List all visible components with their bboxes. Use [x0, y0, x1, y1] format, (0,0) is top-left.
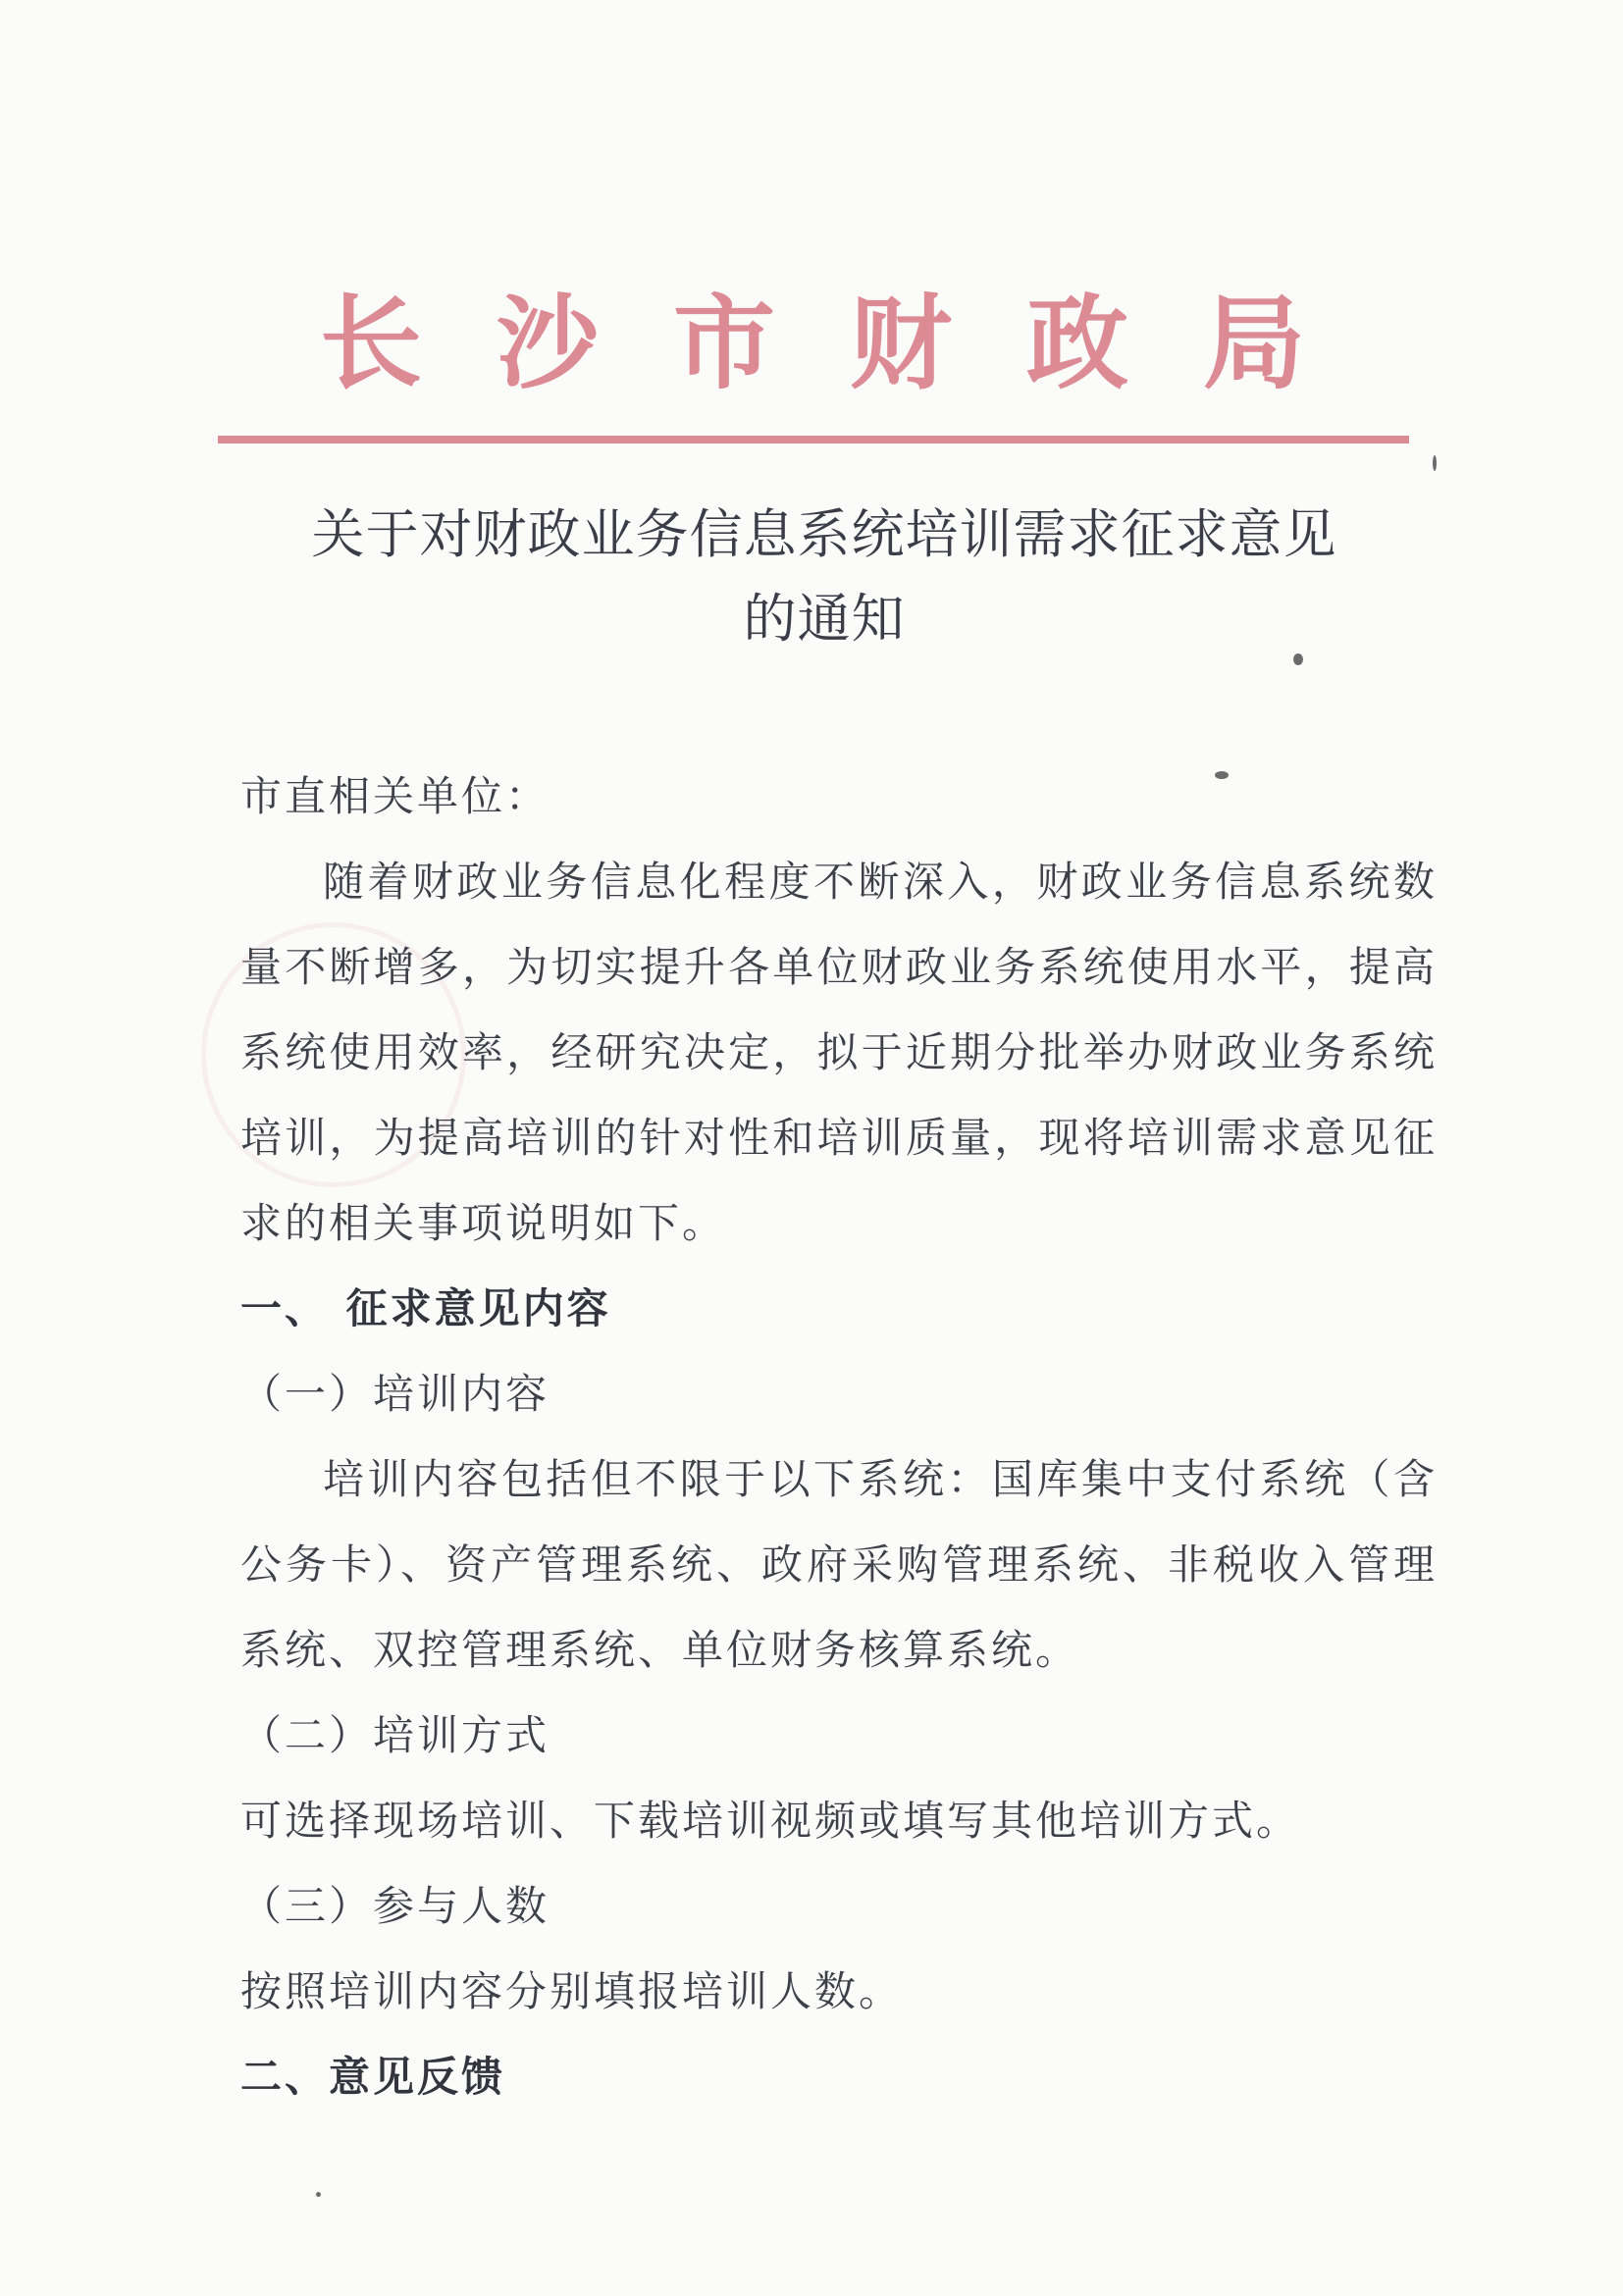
scan-speck	[1433, 455, 1437, 471]
subsection-heading-3: （三）参与人数	[240, 1882, 550, 1930]
scan-speck	[1293, 653, 1303, 665]
header-char: 沙	[496, 283, 599, 403]
header-char: 政	[1025, 283, 1128, 403]
header-char: 市	[672, 283, 775, 403]
subsection-heading-1: （一）培训内容	[240, 1370, 550, 1418]
title-line-1: 关于对财政业务信息系统培训需求征求意见	[311, 503, 1337, 565]
issuing-authority-header	[312, 280, 1313, 407]
header-char: 财	[849, 283, 952, 403]
subsection-text-3: 按照培训内容分别填报培训人数。	[240, 1967, 904, 2015]
scan-speck	[1215, 771, 1229, 779]
addressee: 市直相关单位：	[240, 772, 550, 820]
section-heading-1: 一、 征求意见内容	[240, 1284, 611, 1332]
title-line-2: 的通知	[743, 588, 906, 650]
subsection-heading-2: （二）培训方式	[240, 1711, 550, 1759]
subsection-text-1: 培训内容包括但不限于以下系统：国库集中支付系统（含公务卡）、资产管理系统、政府采购管理系统、非税收入管理系统、双控管理系统、单位财务核算系统。	[240, 1455, 1438, 1674]
document-title	[236, 493, 1413, 661]
scan-speck	[316, 2192, 321, 2197]
document-body	[240, 754, 1438, 2119]
header-char: 局	[1202, 283, 1305, 403]
section-heading-2: 二、意见反馈	[240, 2053, 506, 2101]
header-char: 长	[319, 283, 422, 403]
subsection-text-2: 可选择现场培训、下载培训视频或填写其他培训方式。	[240, 1797, 1301, 1845]
red-divider-line	[218, 436, 1409, 444]
intro-paragraph: 随着财政业务信息化程度不断深入，财政业务信息系统数量不断增多，为切实提升各单位财政业务系统使用水平，提高系统使用效率，经研究决定，拟于近期分批举办财政业务系统培训，为提高培训的针对性和培训质量，现将培训需求意见征求的相关事项说明如下。	[240, 858, 1438, 1247]
